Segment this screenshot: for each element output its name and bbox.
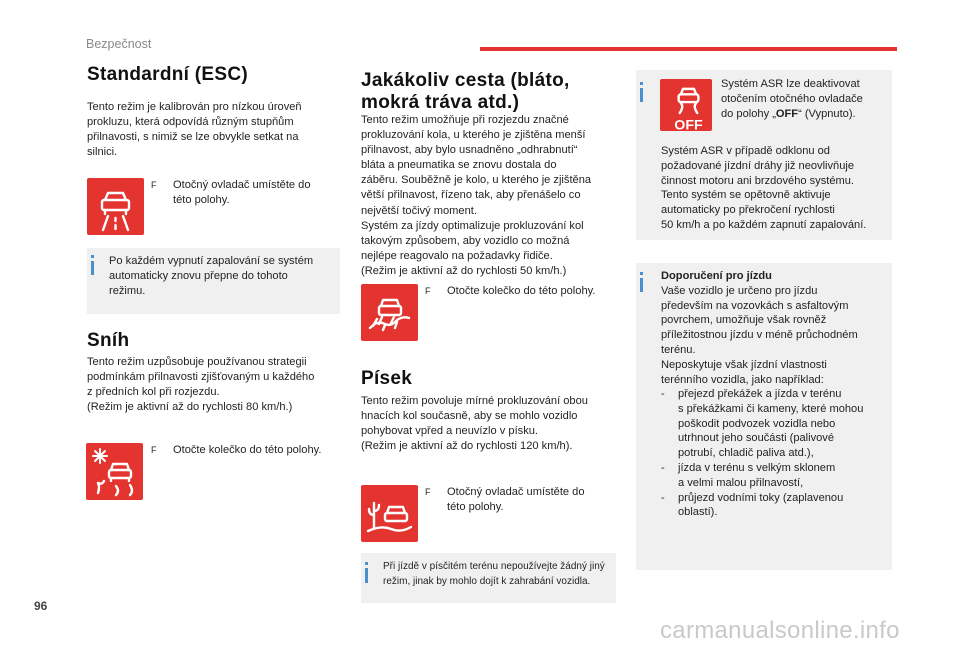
- road-mode-icon: [87, 178, 144, 235]
- list-item: - přejezd překážek a jízda v terénu s překážkami či kameny, které mohou poškodit podvozek vozidla nebo utrhnout jeho součásti (palivové potrubí, chladič paliva atd.),: [661, 388, 864, 460]
- svg-text:OFF: OFF: [674, 117, 703, 134]
- watermark: carmanualsonline.info: [660, 617, 900, 644]
- snow-mode-icon: [86, 443, 143, 500]
- heading-snow: Sníh: [87, 330, 130, 351]
- advice-list: [661, 387, 863, 520]
- section-header: Bezpečnost: [86, 37, 152, 51]
- sand-note: Při jízdě v písčitém terénu nepoužívejte žádný jiný režim, jinak by mohlo dojít k zahrabání vozidla.: [361, 553, 616, 603]
- page-number: 96: [34, 599, 48, 613]
- esc-paragraph: Tento režim je kalibrován pro nízkou úroveň prokluzu, která odpovídá různým stupňům přilnavosti, s nimiž se lze obvykle setkat na silnici.: [87, 101, 302, 159]
- list-item: - průjezd vodními toky (zaplavenou oblastí).: [661, 491, 844, 519]
- asr-off-icon: [660, 79, 712, 134]
- asr-box: OFF Systém ASR lze deaktivovat otočením otočného ovladače do polohy „OFF“ (Vypnuto). Systém ASR v případě odklonu od požadované jízdní dráhy již neovlivňuje činnost motoru ani brzdového systému. Tento systém se opětovně aktivuje automaticky po překročení rychlosti 50 km/h a po každém zapnutí zapalování.: [636, 70, 892, 240]
- heading-esc: Standardní (ESC): [87, 64, 249, 85]
- esc-note: Po každém vypnutí zapalování se systém automaticky znovu přepne do tohoto režimu.: [87, 248, 340, 314]
- snow-paragraph: Tento režim uzpůsobuje používanou strategii podmínkám přilnavosti zjišťovaným u každého z předních kol při rozjezdu. (Režim je aktivní až do rychlosti 80 km/h.): [87, 356, 315, 414]
- header-rule: [480, 47, 897, 51]
- heading-any-road: Jakákoliv cesta (bláto, mokrá tráva atd.): [361, 70, 570, 113]
- any-road-paragraph: Tento režim umožňuje při rozjezdu značné prokluzování kola, u kterého je zjištěna menší přilnavost, aby bylo usnadněno „odhrabnutí“ bláta a pneumatika se znovu dostala do záběru. Souběžně je kolo, u kterého je zjištěna větší přilnavost, řízeno tak, aby přenášelo co největší točivý moment. Systém za jízdy optimalizuje prokluzování kol takovým způsobem, aby vozidlo co možná nejlépe reagovalo na požadavky řidiče. (Režim je aktivní až do rychlosti 50 km/h.): [361, 114, 592, 277]
- list-item: - jízda v terénu s velkým sklonem a velmi malou přilnavostí,: [661, 461, 836, 489]
- mud-mode-icon: [361, 284, 418, 341]
- driving-advice-box: Doporučení pro jízdu Vaše vozidlo je určeno pro jízdu především na vozovkách s asfaltovým povrchem, umožňuje však rovněž příležitostnou jízdu v méně průchodném terénu. Neposkytuje však jízdní vlastnosti terénního vozidla, jako například: - přejezd překážek a jízda v terénu s překážkami či kameny, které mohou poškodit podvozek vozidla nebo utrhnout jeho součásti (palivové potrubí, chladič paliva atd.), - jízda v terénu s velkým sklonem a velmi malou přilnavostí, - průjezd vodními toky (zaplavenou oblastí).: [636, 263, 892, 570]
- heading-sand: Písek: [361, 368, 413, 389]
- sand-paragraph: Tento režim povoluje mírné prokluzování obou hnacích kol současně, aby se mohlo vozidlo pohybovat vpřed a neuvízlo v písku. (Režim je aktivní až do rychlosti 120 km/h).: [361, 395, 588, 453]
- sand-mode-icon: [361, 485, 418, 542]
